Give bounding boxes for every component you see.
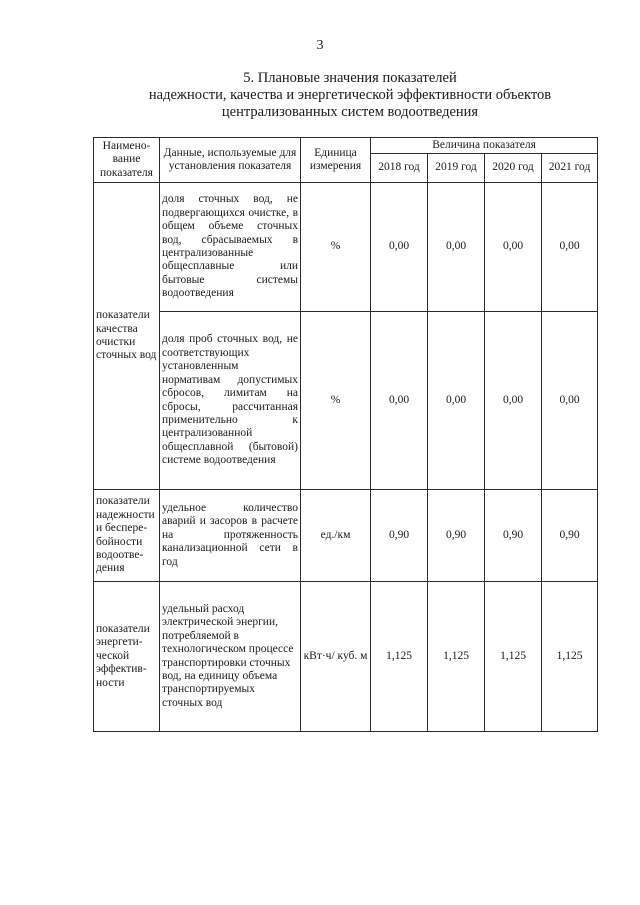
title-line-1: 5. Плановые значения показателей bbox=[243, 70, 457, 86]
row-value-2021: 0,00 bbox=[542, 183, 598, 312]
header-year-2019: 2019 год bbox=[428, 154, 485, 183]
row-value-2018: 0,00 bbox=[371, 183, 428, 312]
header-name: Наимено-вание показателя bbox=[94, 138, 160, 183]
title-line-2: надежности, качества и энергетической эффективности объектов bbox=[148, 87, 552, 103]
document-title bbox=[80, 70, 620, 121]
group-name-quality: показатели качества очистки сточных вод bbox=[94, 183, 160, 490]
header-year-2018: 2018 год bbox=[371, 154, 428, 183]
group-name-reliability: показатели надежности и беспере-бойности водоотве-дения bbox=[94, 490, 160, 582]
indicators-table bbox=[93, 137, 598, 732]
table-row bbox=[94, 312, 598, 490]
row-unit: кВт·ч/ куб. м bbox=[301, 582, 371, 732]
row-value-2020: 0,00 bbox=[485, 183, 542, 312]
header-unit: Единица измерения bbox=[301, 138, 371, 183]
row-value-2019: 0,00 bbox=[428, 312, 485, 490]
title-line-3: централизованных систем водоотведения bbox=[221, 104, 479, 120]
row-value-2019: 0,00 bbox=[428, 183, 485, 312]
row-value-2021: 0,90 bbox=[542, 490, 598, 582]
row-value-2021: 0,00 bbox=[542, 312, 598, 490]
row-value-2020: 0,90 bbox=[485, 490, 542, 582]
header-year-2020: 2020 год bbox=[485, 154, 542, 183]
row-value-2020: 1,125 bbox=[485, 582, 542, 732]
row-value-2018: 1,125 bbox=[371, 582, 428, 732]
row-value-2018: 0,00 bbox=[371, 312, 428, 490]
row-value-2018: 0,90 bbox=[371, 490, 428, 582]
row-data: доля сточных вод, не подвергающихся очистке, в общем объеме сточных вод, сбрасываемых в централизованные общесплавные или бытовые системы водоотведения bbox=[160, 183, 301, 312]
row-data: доля проб сточных вод, не соответствующих установленным нормативам допустимых сбросов, лимитам на сбросы, рассчитанная применительно к централизованной общесплавной (бытовой) системе водоотведения bbox=[160, 312, 301, 490]
group-name-energy: показатели энергети-ческой эффектив-ности bbox=[94, 582, 160, 732]
table-row bbox=[94, 582, 598, 732]
row-value-2019: 1,125 bbox=[428, 582, 485, 732]
page-number: 3 bbox=[316, 38, 324, 53]
row-unit: % bbox=[301, 183, 371, 312]
header-data: Данные, используемые для установления показателя bbox=[160, 138, 301, 183]
table-row bbox=[94, 183, 598, 312]
row-unit: % bbox=[301, 312, 371, 490]
row-unit: ед./км bbox=[301, 490, 371, 582]
table-row bbox=[94, 490, 598, 582]
row-data: удельное количество аварий и засоров в расчете на протяженность канализационной сети в год bbox=[160, 490, 301, 582]
row-value-2020: 0,00 bbox=[485, 312, 542, 490]
row-value-2019: 0,90 bbox=[428, 490, 485, 582]
row-data: удельный расход электрической энергии, потребляемой в технологическом процессе транспортировки сточных вод, на единицу объема транспортируемых сточных вод bbox=[160, 582, 301, 732]
header-value-group: Величина показателя bbox=[371, 138, 598, 154]
header-year-2021: 2021 год bbox=[542, 154, 598, 183]
row-value-2021: 1,125 bbox=[542, 582, 598, 732]
